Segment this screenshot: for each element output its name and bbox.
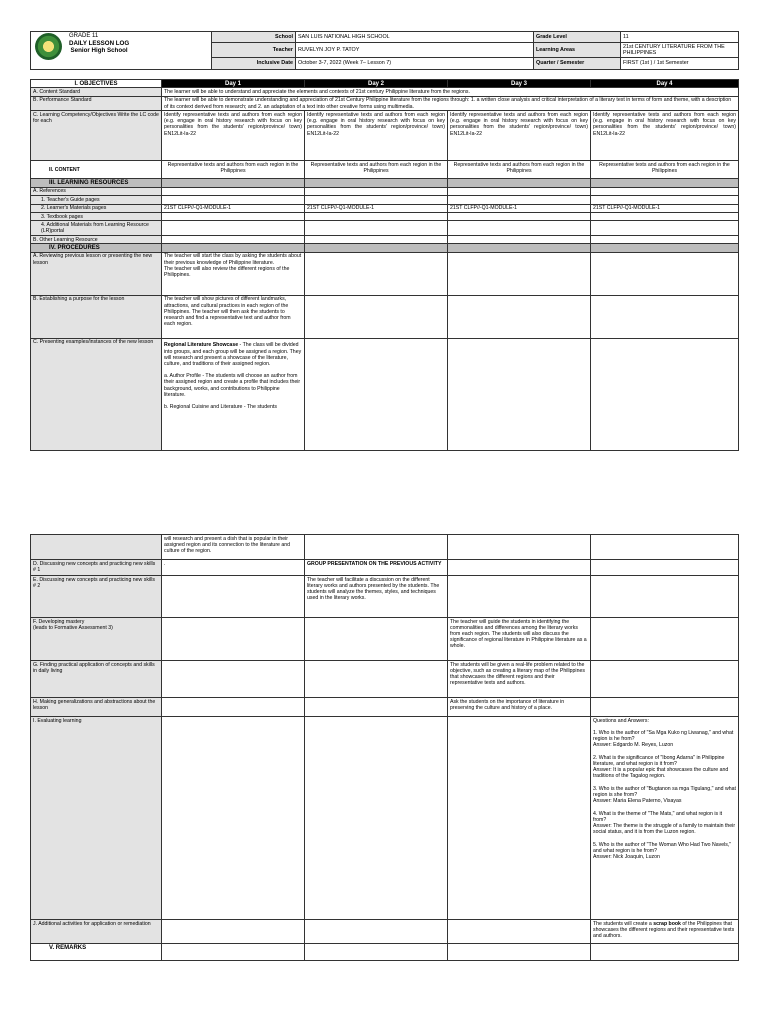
concepts-1-day-2: GROUP PRESENTATION ON THE PREVIOUS ACTIVITY	[305, 560, 448, 576]
school-label: School	[212, 32, 296, 43]
tb-day-3	[448, 212, 591, 220]
scrap-book-text: scrap book	[653, 920, 681, 927]
competency-day-3: Identify representative texts and authors from each region (e.g. engage in oral history research with focus on key personalities from the students' region/province/ town) EN12Lit-Ia-22	[448, 111, 591, 161]
resources-day-1	[162, 179, 305, 187]
competency-label: C. Learning Competency/Objectives Write the LC code for each	[31, 111, 162, 161]
purpose-day-4	[591, 295, 739, 338]
lesson-table-continued	[30, 534, 739, 961]
concepts-2-day-3	[448, 576, 591, 618]
competency-day-1: Identify representative texts and authors from each region (e.g. engage in oral history research with focus on key personalities from the students' region/province/ town) EN12Lit-Ia-22	[162, 111, 305, 161]
learning-areas-label: Learning Areas	[534, 43, 621, 58]
concepts-2-label: E. Discussing new concepts and practicing new skills # 2	[31, 576, 162, 618]
day-3-heading: Day 3	[448, 80, 591, 88]
mastery-day-3: The teacher will guide the students in identifying the commonalities and differences among the literary works from each region. The students will also discuss the significance of regional literature in Philippine literature as a whole.	[448, 618, 591, 661]
school-logo-cell	[31, 32, 212, 70]
tg-day-1	[162, 196, 305, 204]
resources-day-2	[305, 179, 448, 187]
lesson-table	[30, 79, 739, 451]
review-label: A. Reviewing previous lesson or presenting the new lesson	[31, 252, 162, 295]
grade-label: GRADE 11	[69, 33, 99, 39]
showcase-text: - The class will be divided into groups, and each group will be assigned a region. They will research and present a showcase of the literature, culture, and traditions of their assigned region.	[164, 342, 302, 367]
resources-label: III. LEARNING RESOURCES	[31, 179, 162, 187]
competency-day-4: Identify representative texts and authors from each region (e.g. engage in oral history research with focus on key personalities from the students' region/province/ town) EN12Lit-Ia-22	[591, 111, 739, 161]
procedures-day-2	[305, 244, 448, 252]
content-label: II. CONTENT	[31, 161, 162, 179]
generalization-day-1	[162, 698, 305, 717]
generalization-day-2	[305, 698, 448, 717]
school-value: SAN LUIS NATIONAL HIGH SCHOOL	[296, 32, 534, 43]
other-resources-label: B. Other Learning Resource	[31, 235, 162, 243]
examples-day-4	[591, 338, 739, 450]
lm-day-3: 21ST CLFP//-Q1-MODULE-1	[448, 204, 591, 212]
tb-day-1	[162, 212, 305, 220]
content-standard-text: The learner will be able to understand and appreciate the elements and contexts of 21st century Philippine literature from the regions.	[162, 88, 739, 96]
continued-day-2	[305, 535, 448, 560]
lesson-table-page1	[30, 79, 738, 451]
grade-level-value: 11	[621, 32, 739, 43]
review-day-4	[591, 252, 739, 295]
quarter-value: FIRST (1st ) / 1st Semester	[621, 58, 739, 69]
remarks-day-2	[305, 944, 448, 961]
olr-day-1	[162, 235, 305, 243]
references-day-1	[162, 187, 305, 195]
application-day-2	[305, 661, 448, 698]
concepts-2-day-4	[591, 576, 739, 618]
review-day-1: The teacher will start the class by asking the students about their previous knowledge of Philippine literature. The teacher will also review the different regions of the Philippines.	[162, 252, 305, 295]
teacher-label: Teacher	[212, 43, 296, 58]
procedures-label: IV. PROCEDURES	[31, 244, 162, 252]
review-day-3	[448, 252, 591, 295]
additional-day-4	[591, 920, 739, 944]
mastery-day-1	[162, 618, 305, 661]
day-2-heading: Day 2	[305, 80, 448, 88]
evaluating-day-3	[448, 717, 591, 920]
lm-day-4: 21ST CLFP//-Q1-MODULE-1	[591, 204, 739, 212]
application-day-1	[162, 661, 305, 698]
competency-day-2: Identify representative texts and authors from each region (e.g. engage in oral history research with focus on key personalities from the students' region/province/ town) EN12Lit-Ia-22	[305, 111, 448, 161]
am-day-2	[305, 221, 448, 236]
quarter-label: Quarter / Semester	[534, 58, 621, 69]
resources-day-3	[448, 179, 591, 187]
procedures-day-4	[591, 244, 739, 252]
references-day-4	[591, 187, 739, 195]
am-day-1	[162, 221, 305, 236]
remarks-day-4	[591, 944, 739, 961]
evaluating-day-1	[162, 717, 305, 920]
tg-day-2	[305, 196, 448, 204]
remarks-day-1	[162, 944, 305, 961]
tg-day-4	[591, 196, 739, 204]
examples-day-3	[448, 338, 591, 450]
purpose-label: B. Establishing a purpose for the lesson	[31, 295, 162, 338]
tb-day-4	[591, 212, 739, 220]
resources-day-4	[591, 179, 739, 187]
learning-areas-value: 21st CENTURY LITERATURE FROM THE PHILIPPINES	[621, 43, 739, 58]
log-title: DAILY LESSON LOG	[69, 40, 130, 47]
remarks-label: V. REMARKS	[31, 944, 162, 961]
content-standard-label: A. Content Standard	[31, 88, 162, 96]
objectives-heading: I. OBJECTIVES	[31, 80, 162, 88]
procedures-day-3	[448, 244, 591, 252]
learners-materials-label: 2. Learner's Materials pages	[31, 204, 162, 212]
school-heading	[69, 33, 129, 54]
additional-day-3	[448, 920, 591, 944]
performance-standard-label: B. Performance Standard	[31, 96, 162, 111]
school-seal-icon	[35, 33, 62, 60]
additional-day-1	[162, 920, 305, 944]
mastery-day-2	[305, 618, 448, 661]
concepts-2-day-2: The teacher will facilitate a discussion on the different literary works and authors presented by the students. The students will analyze the themes, styles, and techniques used in the literary works.	[305, 576, 448, 618]
tg-day-3	[448, 196, 591, 204]
references-day-3	[448, 187, 591, 195]
cuisine-text-start: b. Regional Cuisine and Literature - The students	[164, 403, 277, 410]
cuisine-text-continued: will research and present a dish that is popular in their assigned region and its connection to the literature and culture of the region.	[162, 535, 305, 560]
am-day-4	[591, 221, 739, 236]
examples-day-2	[305, 338, 448, 450]
references-day-2	[305, 187, 448, 195]
am-day-3	[448, 221, 591, 236]
remarks-day-3	[448, 944, 591, 961]
lm-day-1: 21ST CLFP//-Q1-MODULE-1	[162, 204, 305, 212]
concepts-1-label: D. Discussing new concepts and practicing new skills # 1	[31, 560, 162, 576]
lm-day-2: 21ST CLFP//-Q1-MODULE-1	[305, 204, 448, 212]
generalization-day-3: Ask the students on the importance of literature in preserving the culture and history of a place.	[448, 698, 591, 717]
references-label: A. References	[31, 187, 162, 195]
lesson-table-page2	[30, 534, 738, 961]
olr-day-2	[305, 235, 448, 243]
purpose-day-3	[448, 295, 591, 338]
purpose-day-2	[305, 295, 448, 338]
concepts-1-day-4	[591, 560, 739, 576]
day-4-heading: Day 4	[591, 80, 739, 88]
additional-text-a: The students will create a	[593, 920, 654, 927]
continued-label	[31, 535, 162, 560]
grade-level-label: Grade Level	[534, 32, 621, 43]
additional-text-c: of the Philippines that showcases the different regions and their representative texts and authors.	[593, 920, 735, 939]
date-value: October 3-7, 2022 (Week 7– Lesson 7)	[296, 58, 534, 69]
examples-label: C. Presenting examples/instances of the new lesson	[31, 338, 162, 450]
olr-day-4	[591, 235, 739, 243]
procedures-day-1	[162, 244, 305, 252]
olr-day-3	[448, 235, 591, 243]
evaluating-label: I. Evaluating learning	[31, 717, 162, 920]
mastery-label: F. Developing mastery (leads to Formative Assessment 3)	[31, 618, 162, 661]
additional-day-2	[305, 920, 448, 944]
tb-day-2	[305, 212, 448, 220]
generalization-label: H. Making generalizations and abstractions about the lesson	[31, 698, 162, 717]
header-block	[30, 31, 738, 70]
author-profile-text: a. Author Profile - The students will choose an author from their assigned region and create a profile that includes their background, works, and contributions to Philippine literature.	[164, 373, 301, 398]
continued-day-4	[591, 535, 739, 560]
content-day-4: Representative texts and authors from each region in the Philippines	[591, 161, 739, 179]
application-label: G. Finding practical application of concepts and skills in daily living	[31, 661, 162, 698]
concepts-1-day-3	[448, 560, 591, 576]
concepts-2-day-1	[162, 576, 305, 618]
evaluating-day-2	[305, 717, 448, 920]
content-day-3: Representative texts and authors from each region in the Philippines	[448, 161, 591, 179]
additional-activities-label: J. Additional activities for application or remediation	[31, 920, 162, 944]
performance-standard-text: The learner will be able to demonstrate understanding and appreciation of 21st Century Philippine literature from the regions through: 1. a written close analysis and critical interpretation of a literary text in terms of form and theme, with a description of its context derived from research; and 2. an adaptation of a text into other creative forms using multimedia.	[162, 96, 739, 111]
textbook-label: 3. Textbook pages	[31, 212, 162, 220]
review-day-2	[305, 252, 448, 295]
content-day-2: Representative texts and authors from each region in the Philippines	[305, 161, 448, 179]
teacher-value: RUVELYN JOY P. TATOY	[296, 43, 534, 58]
application-day-3: The students will be given a real-life problem related to the objective, such as creating a literary map of the Philippines that showcases the different regions and their representative texts and authors.	[448, 661, 591, 698]
content-day-1: Representative texts and authors from each region in the Philippines	[162, 161, 305, 179]
generalization-day-4	[591, 698, 739, 717]
school-level: Senior High School	[70, 47, 128, 54]
showcase-title: Regional Literature Showcase	[164, 342, 239, 349]
concepts-1-day-1: .	[162, 560, 305, 576]
purpose-day-1: The teacher will show pictures of different landmarks, attractions, and cultural practices in each region of the Philippines. The teacher will then ask the students to research and find a representative text and author from each region.	[162, 295, 305, 338]
mastery-day-4	[591, 618, 739, 661]
header-table	[30, 31, 739, 70]
day-1-heading: Day 1	[162, 80, 305, 88]
evaluating-day-4: Questions and Answers: 1. Who is the author of "Sa Mga Kuko ng Liwanag," and what region is he from? Answer: Edgardo M. Reyes, Luzon 2. What is the significance of "Ibong Adarna" in Philippine literature, and what region is it from? Answer: It is a popular epic that showcases the culture and traditions of the Tagalog region. 3. Who is the author of "Bugtanon sa mga Tigulang," and what region is she from? Answer: Maria Elena Paterno, Visayas 4. What is the theme of "The Mats," and what region is it from? Answer: The theme is the struggle of a family to maintain their social status, and it is from the Luzon region. 5. Who is the author of "The Woman Who Had Two Navels," and what region is he from? Answer: Nick Joaquin, Luzon	[591, 717, 739, 920]
additional-materials-label: 4. Additional Materials from Learning Resource (LR)portal	[31, 221, 162, 236]
teachers-guide-label: 1. Teacher's Guide pages	[31, 196, 162, 204]
application-day-4	[591, 661, 739, 698]
examples-day-1	[162, 338, 305, 450]
continued-day-3	[448, 535, 591, 560]
date-label: Inclusive Date	[212, 58, 296, 69]
